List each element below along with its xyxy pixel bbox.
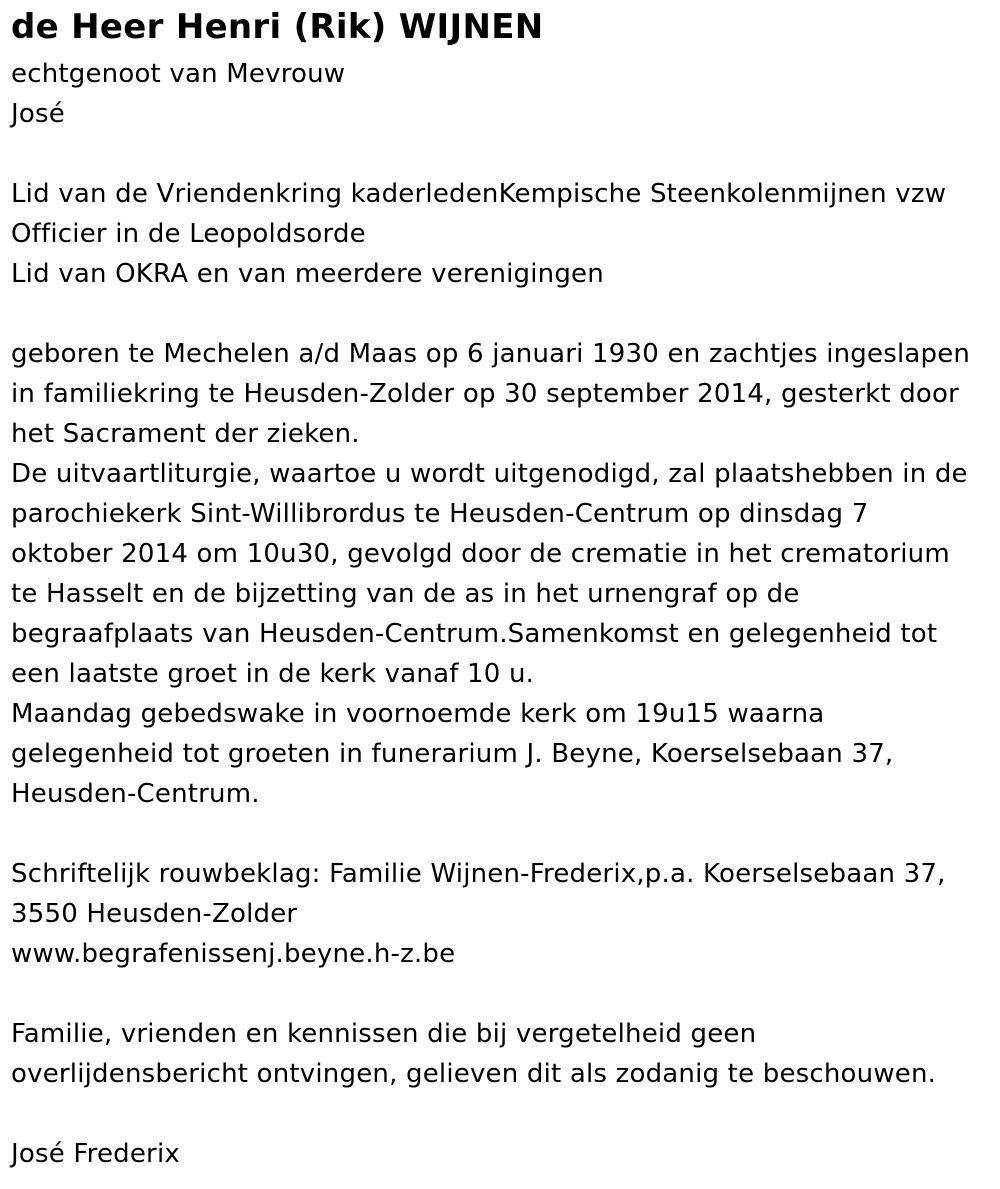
spouse-line: echtgenoot van Mevrouw xyxy=(11,59,346,89)
membership-line: Lid van de Vriendenkring kaderledenKempische Steenkolenmijnen vzw xyxy=(11,179,947,209)
condolences-section xyxy=(11,854,996,974)
notice-line: Familie, vrienden en kennissen die bij vergetelheid geen xyxy=(11,1019,757,1049)
announcement-line: een laatste groet in de kerk vanaf 10 u. xyxy=(11,659,535,689)
condolences-website: www.begrafenissenj.beyne.h-z.be xyxy=(11,939,456,969)
condolences-address: Schriftelijk rouwbeklag: Familie Wijnen-Frederix,p.a. Koerselsebaan 37, xyxy=(11,859,946,889)
spouse-section xyxy=(11,54,996,134)
notice-section xyxy=(11,1014,996,1094)
membership-line: Officier in de Leopoldsorde xyxy=(11,219,366,249)
announcement-line: Maandag gebedswake in voornoemde kerk om 19u15 waarna xyxy=(11,699,825,729)
announcement-line: begraafplaats van Heusden-Centrum.Samenkomst en gelegenheid tot xyxy=(11,619,938,649)
announcement-line: Heusden-Centrum. xyxy=(11,779,260,809)
announcement-line: oktober 2014 om 10u30, gevolgd door de crematie in het crematorium xyxy=(11,539,950,569)
announcement-line: het Sacrament der zieken. xyxy=(11,419,360,449)
announcement-line: in familiekring te Heusden-Zolder op 30 september 2014, gesterkt door xyxy=(11,379,960,409)
announcement-line: parochiekerk Sint-Willibrordus te Heusden-Centrum op dinsdag 7 xyxy=(11,499,869,529)
deceased-name-title: de Heer Henri (Rik) WIJNEN xyxy=(11,7,544,47)
spacer xyxy=(11,814,996,854)
spacer xyxy=(11,134,996,174)
announcement-section xyxy=(11,334,996,814)
notice-line: overlijdensbericht ontvingen, gelieven dit als zodanig te beschouwen. xyxy=(11,1059,937,1089)
announcement-line: De uitvaartliturgie, waartoe u wordt uitgenodigd, zal plaatshebben in de xyxy=(11,459,968,489)
obituary-document xyxy=(11,0,996,1174)
announcement-line: gelegenheid tot groeten in funerarium J. Beyne, Koerselsebaan 37, xyxy=(11,739,894,769)
membership-line: Lid van OKRA en van meerdere verenigingen xyxy=(11,259,604,289)
memberships-section xyxy=(11,174,996,294)
spacer xyxy=(11,974,996,1014)
spouse-name: José xyxy=(11,99,65,129)
condolences-city: 3550 Heusden-Zolder xyxy=(11,899,298,929)
spacer xyxy=(11,1094,996,1134)
signature: José Frederix xyxy=(11,1139,180,1169)
spacer xyxy=(11,294,996,334)
announcement-line: geboren te Mechelen a/d Maas op 6 januari 1930 en zachtjes ingeslapen xyxy=(11,339,971,369)
announcement-line: te Hasselt en de bijzetting van de as in het urnengraf op de xyxy=(11,579,800,609)
